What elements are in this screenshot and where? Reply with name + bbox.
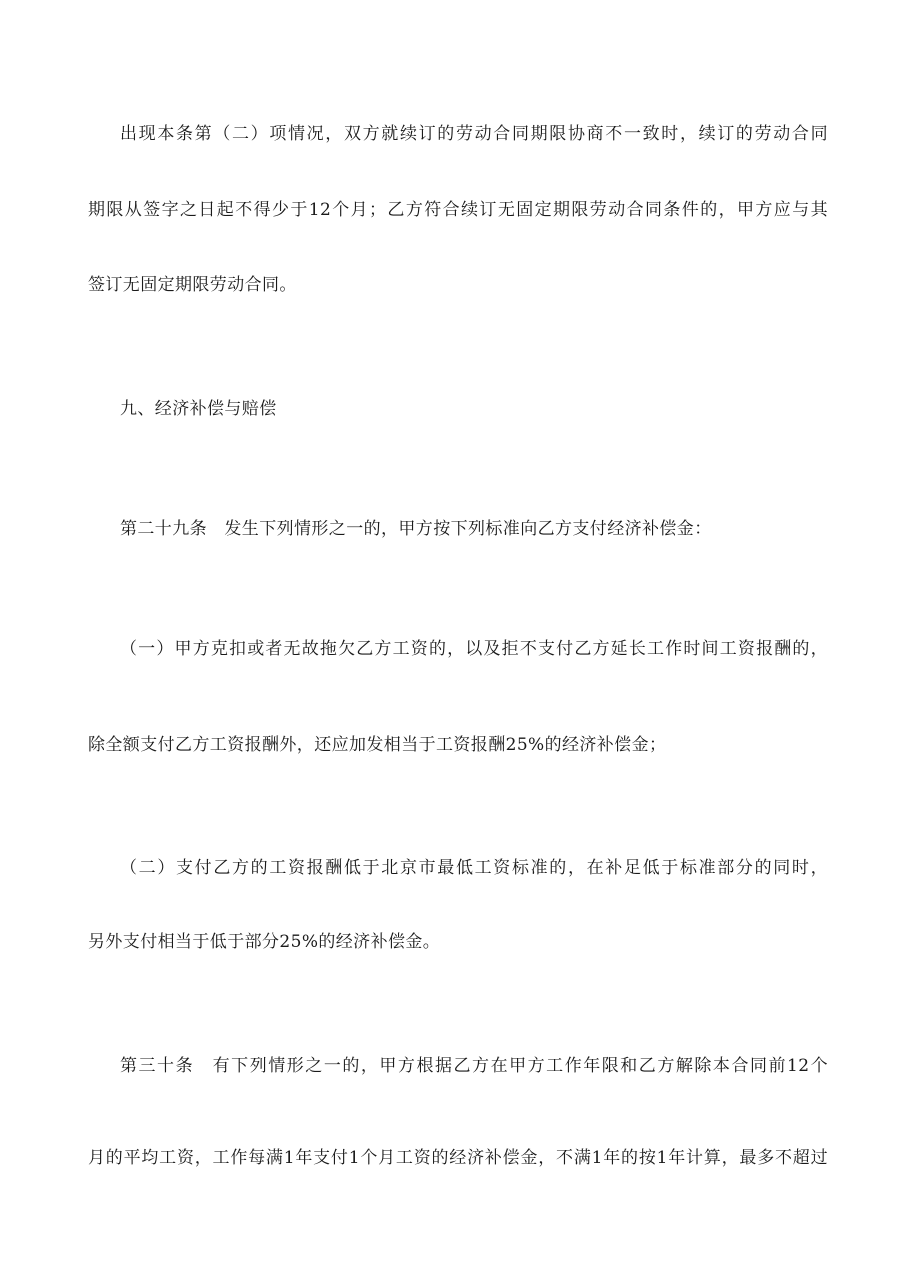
paragraph-line: 签订无固定期限劳动合同。 bbox=[88, 275, 297, 295]
article-30-line: 第三十条 有下列情形之一的，甲方根据乙方在甲方工作年限和乙方解除本合同前12个 bbox=[120, 1056, 828, 1076]
paragraph-line: 出现本条第（二）项情况，双方就续订的劳动合同期限协商不一致时，续订的劳动合同 bbox=[120, 124, 828, 144]
paragraph-line: 期限从签字之日起不得少于12个月；乙方符合续订无固定期限劳动合同条件的，甲方应与其 bbox=[88, 200, 828, 220]
item-2-line: （二）支付乙方的工资报酬低于北京市最低工资标准的，在补足低于标准部分的同时， bbox=[120, 858, 828, 878]
section-heading: 九、经济补偿与赔偿 bbox=[120, 399, 277, 419]
item-1-line: （一）甲方克扣或者无故拖欠乙方工资的，以及拒不支付乙方延长工作时间工资报酬的， bbox=[120, 639, 828, 659]
item-1-line: 除全额支付乙方工资报酬外，还应加发相当于工资报酬25%的经济补偿金； bbox=[88, 735, 667, 755]
article-29: 第二十九条 发生下列情形之一的，甲方按下列标准向乙方支付经济补偿金： bbox=[120, 519, 712, 539]
article-30-line: 月的平均工资，工作每满1年支付1个月工资的经济补偿金，不满1年的按1年计算，最多不超过 bbox=[88, 1148, 828, 1168]
item-2-line: 另外支付相当于低于部分25%的经济补偿金。 bbox=[88, 932, 441, 952]
